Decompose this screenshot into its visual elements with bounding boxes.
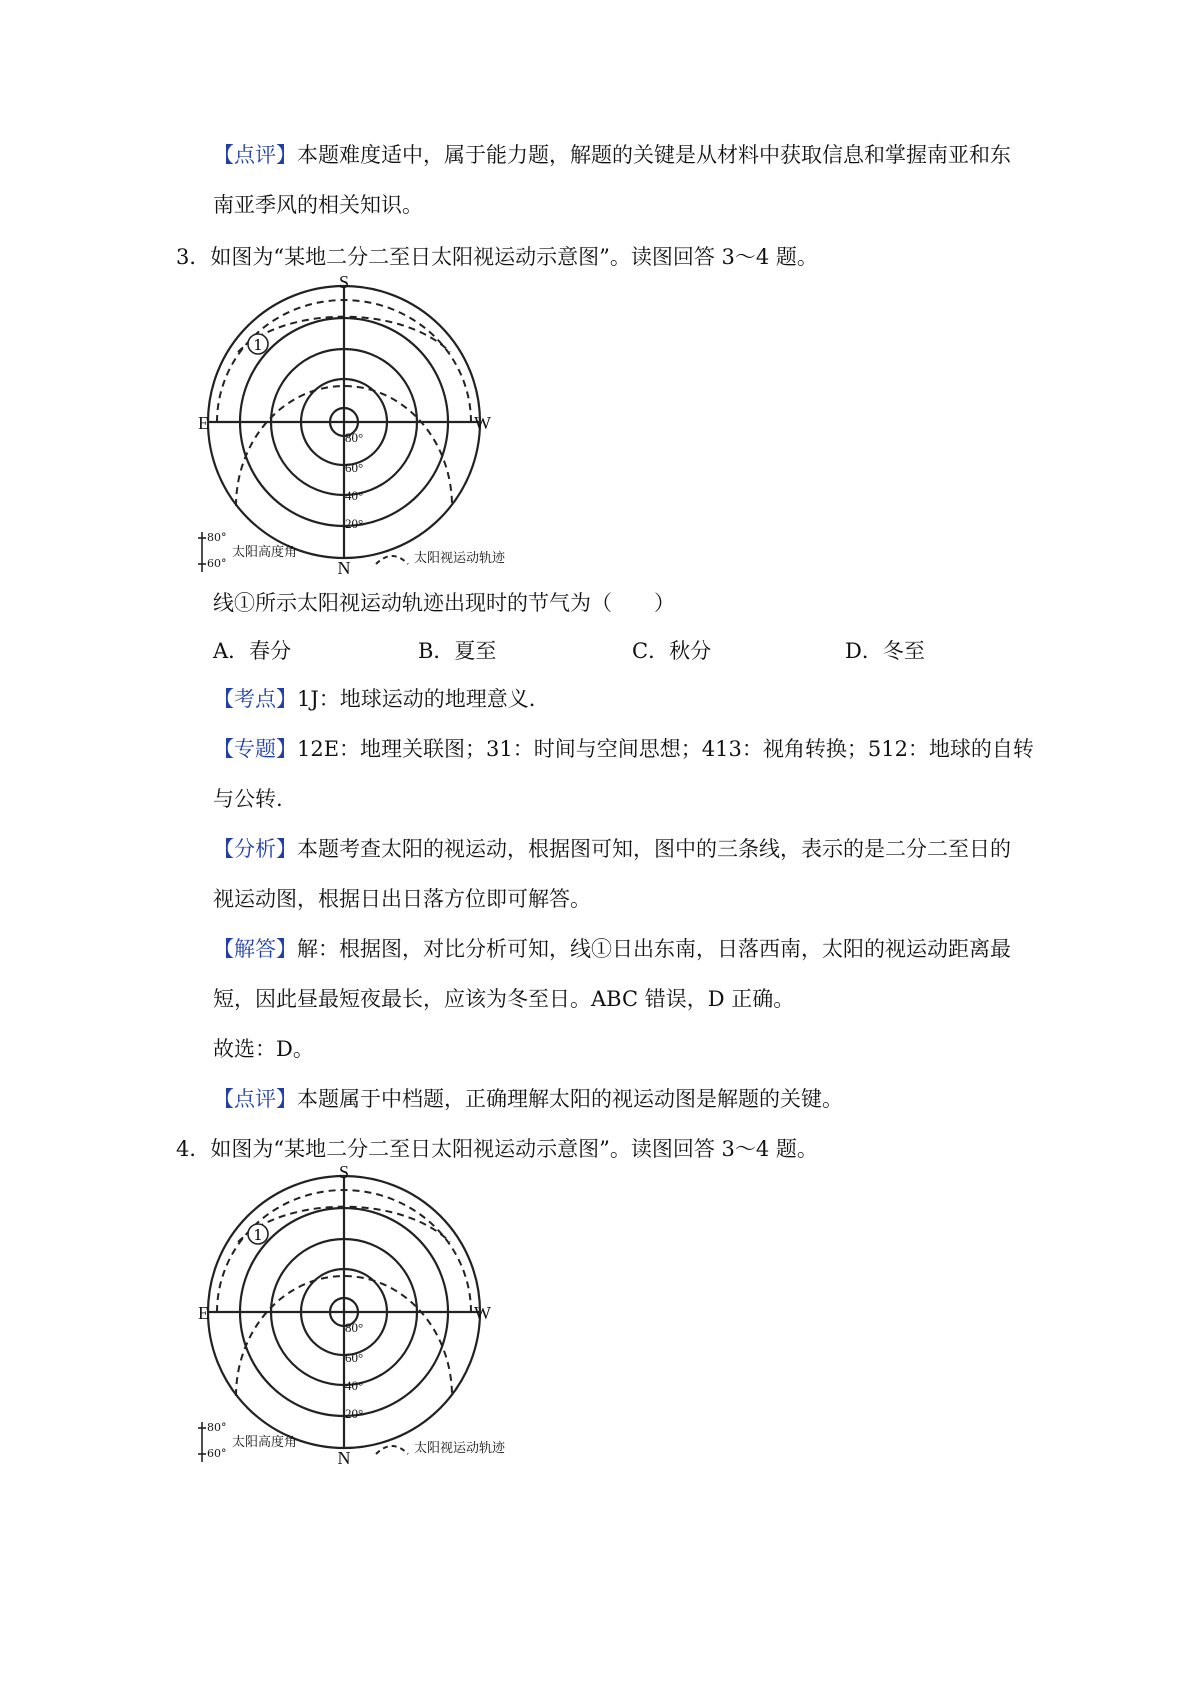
- zhuanti-line-1: [213, 734, 1034, 764]
- q3-label-w: W: [474, 413, 491, 433]
- fenxi-tag: 【分析】: [213, 837, 297, 861]
- comment-tag: 【点评】: [213, 143, 297, 167]
- q3-alt-80: 80°: [345, 430, 364, 445]
- dianping-line: [213, 1084, 843, 1114]
- fenxi-line-1: [213, 834, 1011, 864]
- option-d: D．冬至: [845, 639, 925, 663]
- kaodian-tag: 【考点】: [213, 687, 297, 711]
- q3-legend-80: 80°: [207, 531, 227, 544]
- jieda-tag: 【解答】: [213, 937, 297, 961]
- q4-alt-80: 80°: [345, 1320, 364, 1335]
- q3-legend-track: 太阳视运动轨迹: [414, 551, 506, 566]
- dianping-tag: 【点评】: [213, 1087, 297, 1111]
- q3-alt-20: 20°: [345, 516, 364, 531]
- q4-label-n: N: [337, 1448, 351, 1468]
- fenxi-line-2: 视运动图，根据日出日落方位即可解答。: [213, 887, 591, 911]
- q4-legend-80: 80°: [207, 1421, 227, 1434]
- question-4-title: 4．如图为“某地二分二至日太阳视运动示意图”。读图回答 3～4 题。: [176, 1137, 818, 1161]
- q3-legend-altitude: 太阳高度角: [232, 545, 298, 560]
- q4-label-1: 1: [253, 1226, 263, 1244]
- q3-alt-40: 40°: [345, 488, 364, 503]
- comment-line-2: 南亚季风的相关知识。: [213, 193, 423, 217]
- zhuanti-text-1: 12E：地理关联图；31：时间与空间思想；413：视角转换；512：地球的自转: [297, 737, 1034, 761]
- q3-alt-60: 60°: [345, 460, 364, 475]
- q3-legend-60: 60°: [207, 557, 227, 570]
- jieda-text-1: 解：根据图，对比分析可知，线①日出东南，日落西南，太阳的视运动距离最: [297, 937, 1011, 961]
- fenxi-text-1: 本题考查太阳的视运动，根据图可知，图中的三条线，表示的是二分二至日的: [297, 837, 1011, 861]
- q4-legend-60: 60°: [207, 1447, 227, 1460]
- q4-legend-altitude: 太阳高度角: [232, 1435, 298, 1450]
- q4-alt-60: 60°: [345, 1350, 364, 1365]
- zhuanti-line-2: 与公转.: [213, 787, 283, 811]
- question-3-title: 3．如图为“某地二分二至日太阳视运动示意图”。读图回答 3～4 题。: [176, 245, 818, 269]
- q4-label-s: S: [338, 1162, 350, 1182]
- q3-label-e: E: [198, 413, 209, 433]
- question-3-stem: 线①所示太阳视运动轨迹出现时的节气为（ ）: [213, 591, 675, 615]
- q4-alt-20: 20°: [345, 1406, 364, 1421]
- q4-label-w: W: [474, 1303, 491, 1323]
- q4-label-e: E: [198, 1303, 209, 1323]
- dianping-text: 本题属于中档题，正确理解太阳的视运动图是解题的关键。: [297, 1087, 843, 1111]
- comment-text-1: 本题难度适中，属于能力题，解题的关键是从材料中获取信息和掌握南亚和东: [297, 143, 1011, 167]
- q4-sun-path-diagram: [196, 1162, 536, 1480]
- option-b: B．夏至: [418, 639, 497, 663]
- q3-label-1: 1: [253, 336, 263, 354]
- q4-alt-40: 40°: [345, 1378, 364, 1393]
- jieda-line-2: 短，因此昼最短夜最长，应该为冬至日。ABC 错误，D 正确。: [213, 987, 795, 1011]
- zhuanti-tag: 【专题】: [213, 737, 297, 761]
- kaodian-line: [213, 684, 535, 714]
- q3-sun-path-diagram: [196, 272, 536, 590]
- answer-line: 故选：D。: [213, 1037, 314, 1061]
- comment-line-1: [213, 140, 1011, 170]
- q3-label-s: S: [338, 272, 350, 292]
- q3-label-n: N: [337, 558, 351, 578]
- kaodian-text: 1J：地球运动的地理意义.: [297, 687, 536, 711]
- option-c: C．秋分: [632, 639, 712, 663]
- q4-legend-track: 太阳视运动轨迹: [414, 1441, 506, 1456]
- option-a: A．春分: [213, 639, 292, 663]
- jieda-line-1: [213, 934, 1011, 964]
